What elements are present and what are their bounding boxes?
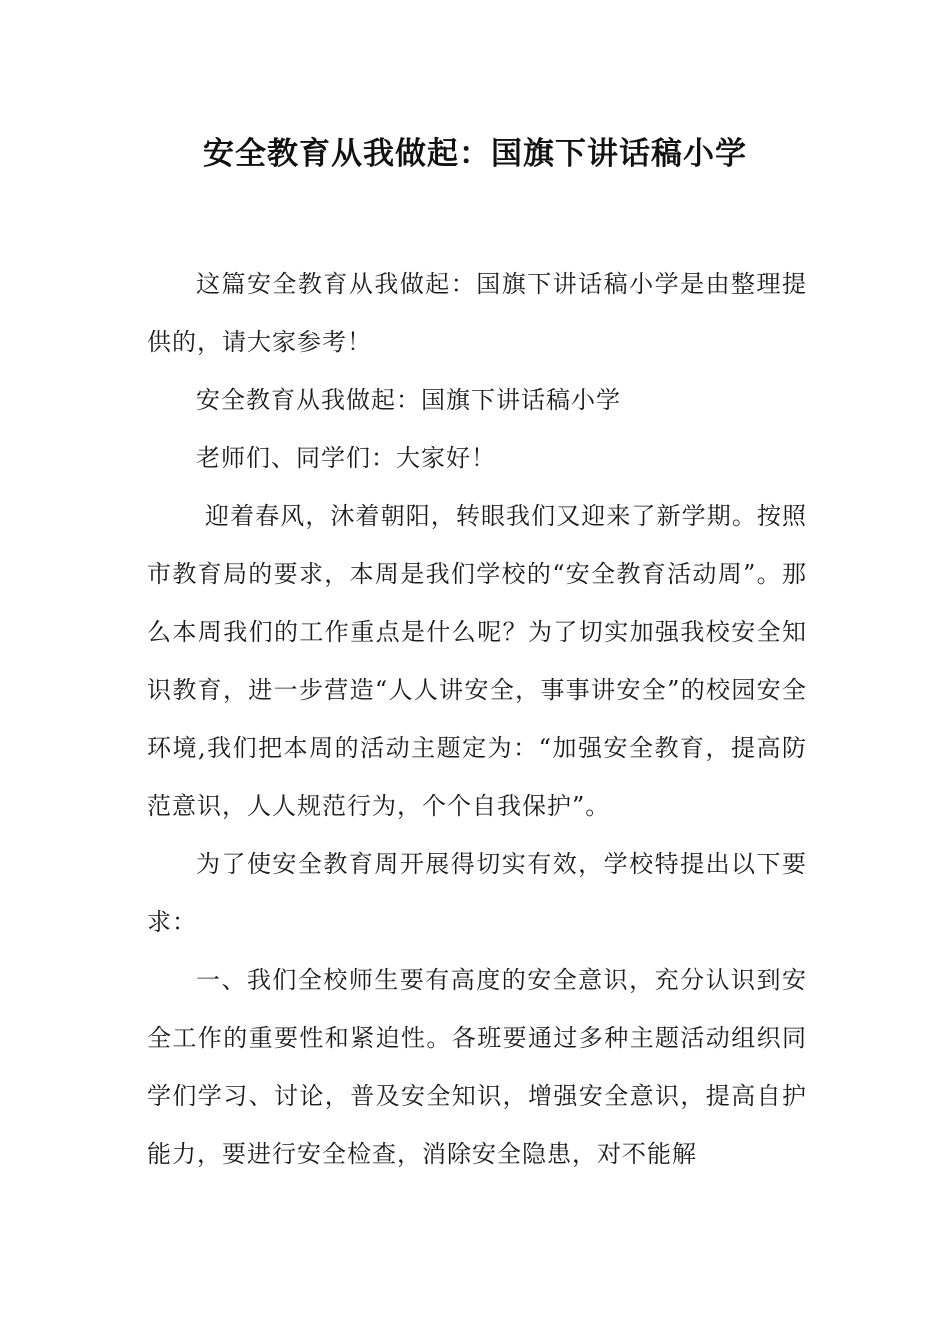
paragraph-greeting: 老师们、同学们：大家好！ — [196, 444, 496, 472]
paragraph-main: 迎着春风，沐着朝阳，转眼我们又迎来了新学期。按照市教育局的要求，本周是我们学校的“安全教育活动周”。那么本周我们的工作重点是什么呢？为了切实加强我校安全知识教育，进一步营造“人人讲安全，事事讲安全”的校园安全环境,我们把本周的活动主题定为：“加强安全教育，提高防范意识，人人规范行为，个个自我保护”。 — [147, 502, 807, 820]
paragraph-heading: 安全教育从我做起：国旗下讲话稿小学 — [196, 386, 621, 414]
document-title: 安全教育从我做起：国旗下讲话稿小学 — [203, 136, 747, 172]
paragraph-requirements-intro: 为了使安全教育周开展得切实有效，学校特提出以下要求： — [147, 850, 807, 936]
document-body — [147, 255, 807, 1183]
paragraph-requirement-1: 一、我们全校师生要有高度的安全意识，充分认识到安全工作的重要性和紧迫性。各班要通过多种主题活动组织同学们学习、讨论，普及安全知识，增强安全意识，提高自护能力，要进行安全检查，消除安全隐患，对不能解 — [147, 966, 807, 1168]
paragraph-intro: 这篇安全教育从我做起：国旗下讲话稿小学是由整理提供的，请大家参考！ — [147, 270, 807, 356]
